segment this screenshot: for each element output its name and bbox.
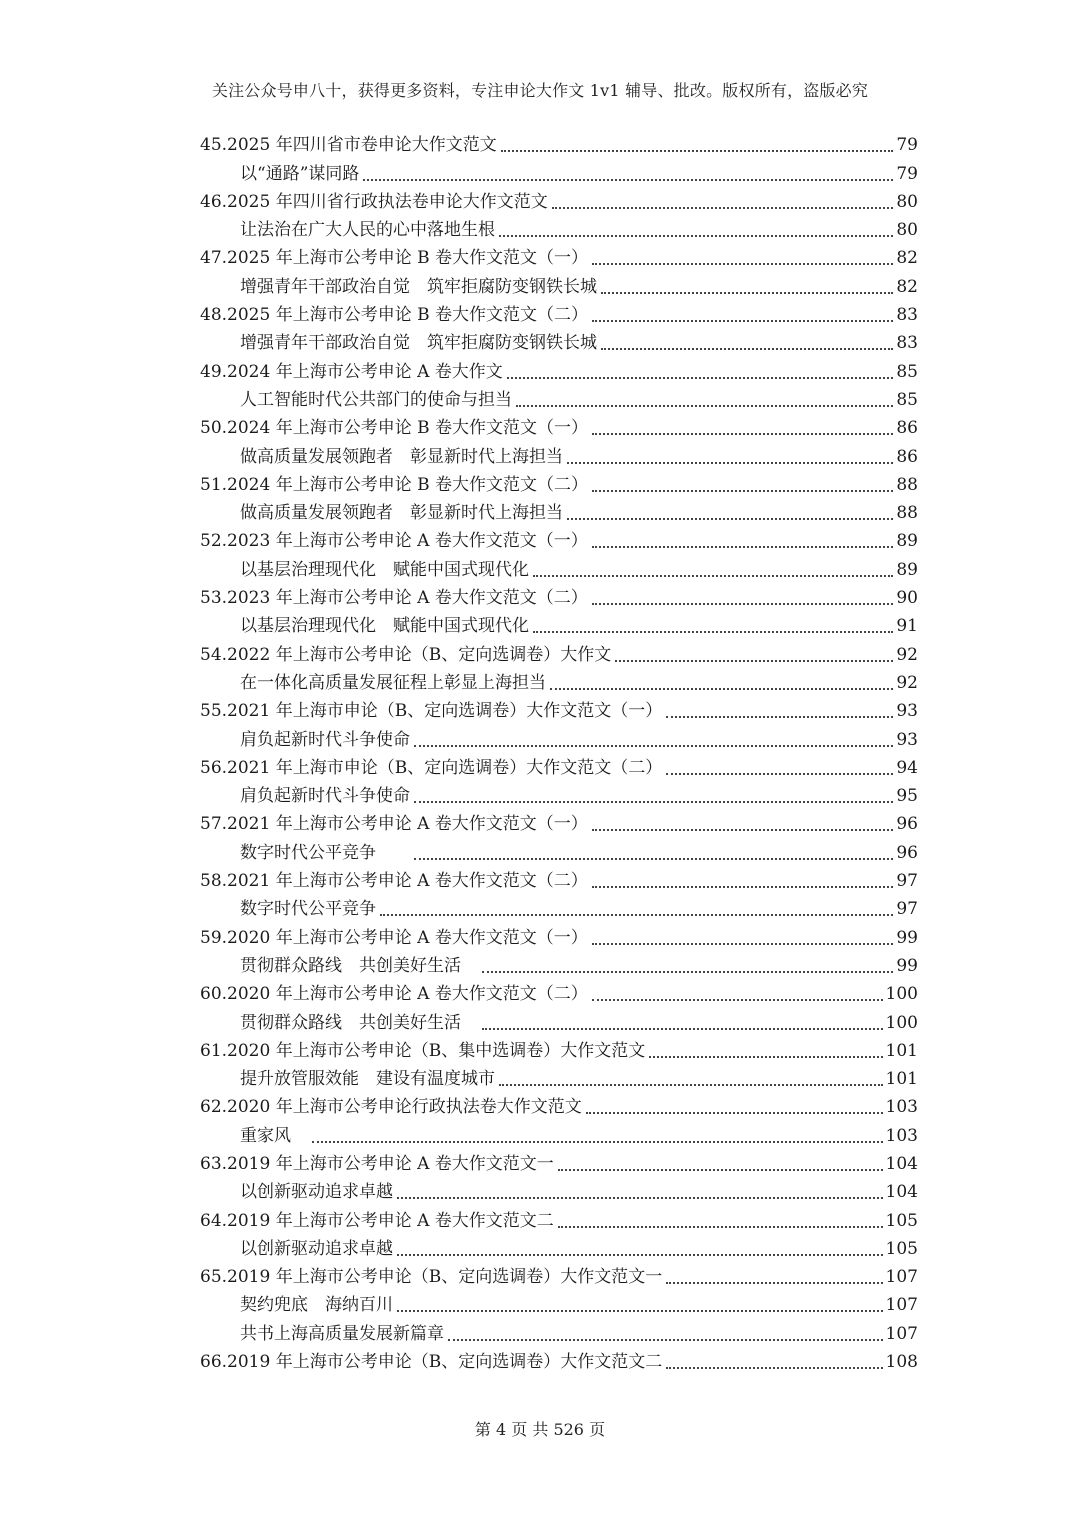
toc-entry-title: 60.2020 年上海市公考申论 A 卷大作文范文（二） [200, 984, 588, 1005]
toc-entry-title: 重家风 [240, 1125, 308, 1146]
toc-entry[interactable] [200, 188, 918, 216]
toc-entry-title: 61.2020 年上海市公考申论（B、集中选调卷）大作文范文 [200, 1040, 646, 1061]
toc-page-number: 97 [896, 899, 918, 920]
toc-entry-title: 肩负起新时代斗争使命 [240, 729, 410, 750]
toc-entry-title: 人工智能时代公共部门的使命与担当 [240, 389, 512, 410]
toc-subentry[interactable] [200, 612, 918, 640]
toc-subentry[interactable] [200, 895, 918, 923]
toc-subentry[interactable] [200, 669, 918, 697]
toc-entry-title: 50.2024 年上海市公考申论 B 卷大作文范文（一） [200, 418, 589, 439]
toc-dot-leader [397, 1310, 883, 1312]
toc-entry-title: 53.2023 年上海市公考申论 A 卷大作文范文（二） [200, 588, 588, 609]
toc-dot-leader [414, 801, 893, 803]
toc-subentry[interactable] [200, 1291, 918, 1319]
toc-entry[interactable] [200, 471, 918, 499]
toc-entry-title: 做高质量发展领跑者 彰显新时代上海担当 [240, 503, 563, 524]
toc-page-number: 79 [896, 163, 918, 184]
toc-entry-title: 45.2025 年四川省市卷申论大作文范文 [200, 135, 497, 156]
toc-entry-title: 62.2020 年上海市公考申论行政执法卷大作文范文 [200, 1097, 582, 1118]
toc-subentry[interactable] [200, 1178, 918, 1206]
toc-entry-title: 56.2021 年上海市申论（B、定向选调卷）大作文范文（二） [200, 757, 663, 778]
toc-page-number: 100 [885, 1012, 918, 1033]
toc-dot-leader [558, 1226, 883, 1228]
toc-page-number: 99 [896, 955, 918, 976]
toc-page-number: 104 [885, 1153, 918, 1174]
toc-dot-leader [649, 1056, 882, 1058]
toc-subentry[interactable] [200, 1319, 918, 1347]
toc-page-number: 99 [896, 927, 918, 948]
toc-dot-leader [482, 1028, 883, 1030]
toc-entry-title: 52.2023 年上海市公考申论 A 卷大作文范文（一） [200, 531, 588, 552]
toc-entry-title: 在一体化高质量发展征程上彰显上海担当 [240, 672, 546, 693]
toc-subentry[interactable] [200, 725, 918, 753]
toc-subentry[interactable] [200, 1235, 918, 1263]
toc-dot-leader [550, 688, 893, 690]
toc-entry-title: 数字时代公平竞争 [240, 842, 410, 863]
toc-dot-leader [312, 1141, 883, 1143]
toc-subentry[interactable] [200, 442, 918, 470]
toc-subentry[interactable] [200, 782, 918, 810]
toc-subentry[interactable] [200, 272, 918, 300]
toc-subentry[interactable] [200, 952, 918, 980]
toc-page-number: 80 [896, 191, 918, 212]
toc-entry[interactable] [200, 1037, 918, 1065]
toc-dot-leader [592, 490, 893, 492]
toc-entry[interactable] [200, 584, 918, 612]
toc-dot-leader [501, 150, 894, 152]
toc-subentry[interactable] [200, 386, 918, 414]
toc-entry-title: 65.2019 年上海市公考申论（B、定向选调卷）大作文范文一 [200, 1267, 663, 1288]
toc-dot-leader [414, 745, 893, 747]
toc-entry-title: 增强青年干部政治自觉 筑牢拒腐防变钢铁长城 [240, 333, 597, 354]
toc-entry[interactable] [200, 697, 918, 725]
toc-entry[interactable] [200, 527, 918, 555]
toc-page-number: 83 [896, 305, 918, 326]
toc-dot-leader [601, 348, 893, 350]
toc-page-number: 103 [885, 1097, 918, 1118]
toc-entry-title: 51.2024 年上海市公考申论 B 卷大作文范文（二） [200, 474, 589, 495]
toc-entry-title: 贯彻群众路线 共创美好生活 [240, 955, 478, 976]
toc-dot-leader [592, 603, 894, 605]
toc-page-number: 108 [885, 1352, 918, 1373]
toc-page-number: 89 [896, 531, 918, 552]
toc-page-number: 107 [885, 1323, 918, 1344]
toc-dot-leader [592, 886, 894, 888]
toc-page-number: 93 [896, 701, 918, 722]
toc-page-number: 101 [885, 1040, 918, 1061]
toc-page-number: 103 [885, 1125, 918, 1146]
toc-dot-leader [414, 858, 893, 860]
toc-subentry[interactable] [200, 159, 918, 187]
toc-dot-leader [507, 377, 894, 379]
toc-entry-title: 以基层治理现代化 赋能中国式现代化 [240, 616, 529, 637]
toc-dot-leader [363, 179, 893, 181]
toc-dot-leader [666, 716, 893, 718]
toc-entry-title: 64.2019 年上海市公考申论 A 卷大作文范文二 [200, 1210, 554, 1231]
toc-dot-leader [666, 773, 893, 775]
toc-entry[interactable] [200, 923, 918, 951]
toc-page-number: 107 [885, 1295, 918, 1316]
toc-entry-title: 59.2020 年上海市公考申论 A 卷大作文范文（一） [200, 927, 588, 948]
toc-dot-leader [552, 207, 894, 209]
toc-entry[interactable] [200, 1206, 918, 1234]
toc-dot-leader [592, 320, 893, 322]
toc-dot-leader [567, 518, 893, 520]
toc-page-number: 86 [896, 446, 918, 467]
toc-entry-title: 66.2019 年上海市公考申论（B、定向选调卷）大作文范文二 [200, 1352, 663, 1373]
toc-page-number: 80 [896, 220, 918, 241]
toc-entry[interactable] [200, 754, 918, 782]
toc-entry[interactable] [200, 131, 918, 159]
toc-dot-leader [533, 631, 893, 633]
toc-entry[interactable] [200, 1150, 918, 1178]
toc-dot-leader [499, 1084, 883, 1086]
toc-entry-title: 55.2021 年上海市申论（B、定向选调卷）大作文范文（一） [200, 701, 663, 722]
toc-entry[interactable] [200, 1093, 918, 1121]
toc-entry[interactable] [200, 244, 918, 272]
toc-page-number: 90 [896, 588, 918, 609]
toc-entry[interactable] [200, 810, 918, 838]
toc-page-number: 89 [896, 559, 918, 580]
toc-entry[interactable] [200, 301, 918, 329]
toc-entry[interactable] [200, 414, 918, 442]
toc-page-number: 100 [885, 984, 918, 1005]
toc-dot-leader [499, 235, 893, 237]
toc-entry-title: 共书上海高质量发展新篇章 [240, 1323, 444, 1344]
toc-page-number: 107 [885, 1267, 918, 1288]
toc-entry-title: 以创新驱动追求卓越 [240, 1182, 393, 1203]
toc-entry-title: 提升放管服效能 建设有温度城市 [240, 1069, 495, 1090]
toc-page-number: 92 [896, 672, 918, 693]
toc-entry-title: 数字时代公平竞争 [240, 899, 376, 920]
toc-page-number: 82 [896, 276, 918, 297]
toc-dot-leader [380, 914, 893, 916]
toc-entry-title: 做高质量发展领跑者 彰显新时代上海担当 [240, 446, 563, 467]
toc-page-number: 104 [885, 1182, 918, 1203]
toc-subentry[interactable] [200, 329, 918, 357]
toc-dot-leader [615, 660, 893, 662]
toc-dot-leader [666, 1367, 882, 1369]
toc-page-number: 105 [885, 1238, 918, 1259]
toc-page-number: 93 [896, 729, 918, 750]
toc-dot-leader [516, 405, 893, 407]
table-of-contents [200, 131, 918, 1376]
toc-dot-leader [592, 943, 894, 945]
toc-dot-leader [592, 999, 883, 1001]
toc-page-number: 82 [896, 248, 918, 269]
toc-page-number: 83 [896, 333, 918, 354]
toc-dot-leader [666, 1282, 882, 1284]
toc-page-number: 85 [896, 389, 918, 410]
toc-entry-title: 以创新驱动追求卓越 [240, 1238, 393, 1259]
toc-entry-title: 契约兜底 海纳百川 [240, 1295, 393, 1316]
toc-page-number: 95 [896, 786, 918, 807]
toc-entry-title: 48.2025 年上海市公考申论 B 卷大作文范文（二） [200, 305, 589, 326]
toc-subentry[interactable] [200, 1121, 918, 1149]
toc-page-number: 91 [896, 616, 918, 637]
toc-subentry[interactable] [200, 216, 918, 244]
toc-entry-title: 63.2019 年上海市公考申论 A 卷大作文范文一 [200, 1153, 554, 1174]
toc-page-number: 79 [896, 135, 918, 156]
toc-entry[interactable] [200, 1263, 918, 1291]
toc-entry[interactable] [200, 357, 918, 385]
toc-dot-leader [482, 971, 893, 973]
toc-page-number: 94 [896, 757, 918, 778]
toc-dot-leader [567, 462, 893, 464]
toc-page-number: 86 [896, 418, 918, 439]
toc-entry-title: 54.2022 年上海市公考申论（B、定向选调卷）大作文 [200, 644, 612, 665]
toc-dot-leader [448, 1339, 883, 1341]
toc-subentry[interactable] [200, 838, 918, 866]
toc-dot-leader [592, 263, 893, 265]
toc-page-number: 105 [885, 1210, 918, 1231]
toc-dot-leader [397, 1197, 883, 1199]
toc-entry-title: 以基层治理现代化 赋能中国式现代化 [240, 559, 529, 580]
toc-page-number: 96 [896, 814, 918, 835]
toc-dot-leader [586, 1112, 883, 1114]
toc-entry[interactable] [200, 1348, 918, 1376]
toc-entry-title: 49.2024 年上海市公考申论 A 卷大作文 [200, 361, 503, 382]
toc-entry-title: 以“通路”谋同路 [240, 163, 360, 184]
toc-page-number: 88 [896, 503, 918, 524]
toc-entry-title: 47.2025 年上海市公考申论 B 卷大作文范文（一） [200, 248, 589, 269]
toc-dot-leader [558, 1169, 883, 1171]
toc-subentry[interactable] [200, 555, 918, 583]
toc-subentry[interactable] [200, 1065, 918, 1093]
toc-dot-leader [592, 546, 894, 548]
toc-dot-leader [533, 575, 893, 577]
toc-entry-title: 贯彻群众路线 共创美好生活 [240, 1012, 478, 1033]
toc-entry[interactable] [200, 867, 918, 895]
toc-entry[interactable] [200, 980, 918, 1008]
toc-entry-title: 让法治在广大人民的心中落地生根 [240, 220, 495, 241]
page-header: 关注公众号申八十，获得更多资料，专注申论大作文 1v1 辅导、批改。版权所有，盗版必究 [211, 81, 869, 100]
toc-dot-leader [601, 292, 893, 294]
toc-dot-leader [397, 1254, 883, 1256]
toc-page-number: 101 [885, 1069, 918, 1090]
toc-entry[interactable] [200, 640, 918, 668]
page-footer: 第 4 页 共 526 页 [474, 1420, 606, 1439]
toc-subentry[interactable] [200, 1008, 918, 1036]
toc-page-number: 96 [896, 842, 918, 863]
toc-dot-leader [592, 829, 894, 831]
toc-entry-title: 58.2021 年上海市公考申论 A 卷大作文范文（二） [200, 871, 588, 892]
toc-subentry[interactable] [200, 499, 918, 527]
toc-page-number: 85 [896, 361, 918, 382]
toc-entry-title: 增强青年干部政治自觉 筑牢拒腐防变钢铁长城 [240, 276, 597, 297]
toc-page-number: 88 [896, 474, 918, 495]
toc-entry-title: 57.2021 年上海市公考申论 A 卷大作文范文（一） [200, 814, 588, 835]
toc-entry-title: 46.2025 年四川省行政执法卷申论大作文范文 [200, 191, 548, 212]
toc-page-number: 92 [896, 644, 918, 665]
toc-dot-leader [592, 433, 893, 435]
toc-entry-title: 肩负起新时代斗争使命 [240, 786, 410, 807]
toc-page-number: 97 [896, 871, 918, 892]
